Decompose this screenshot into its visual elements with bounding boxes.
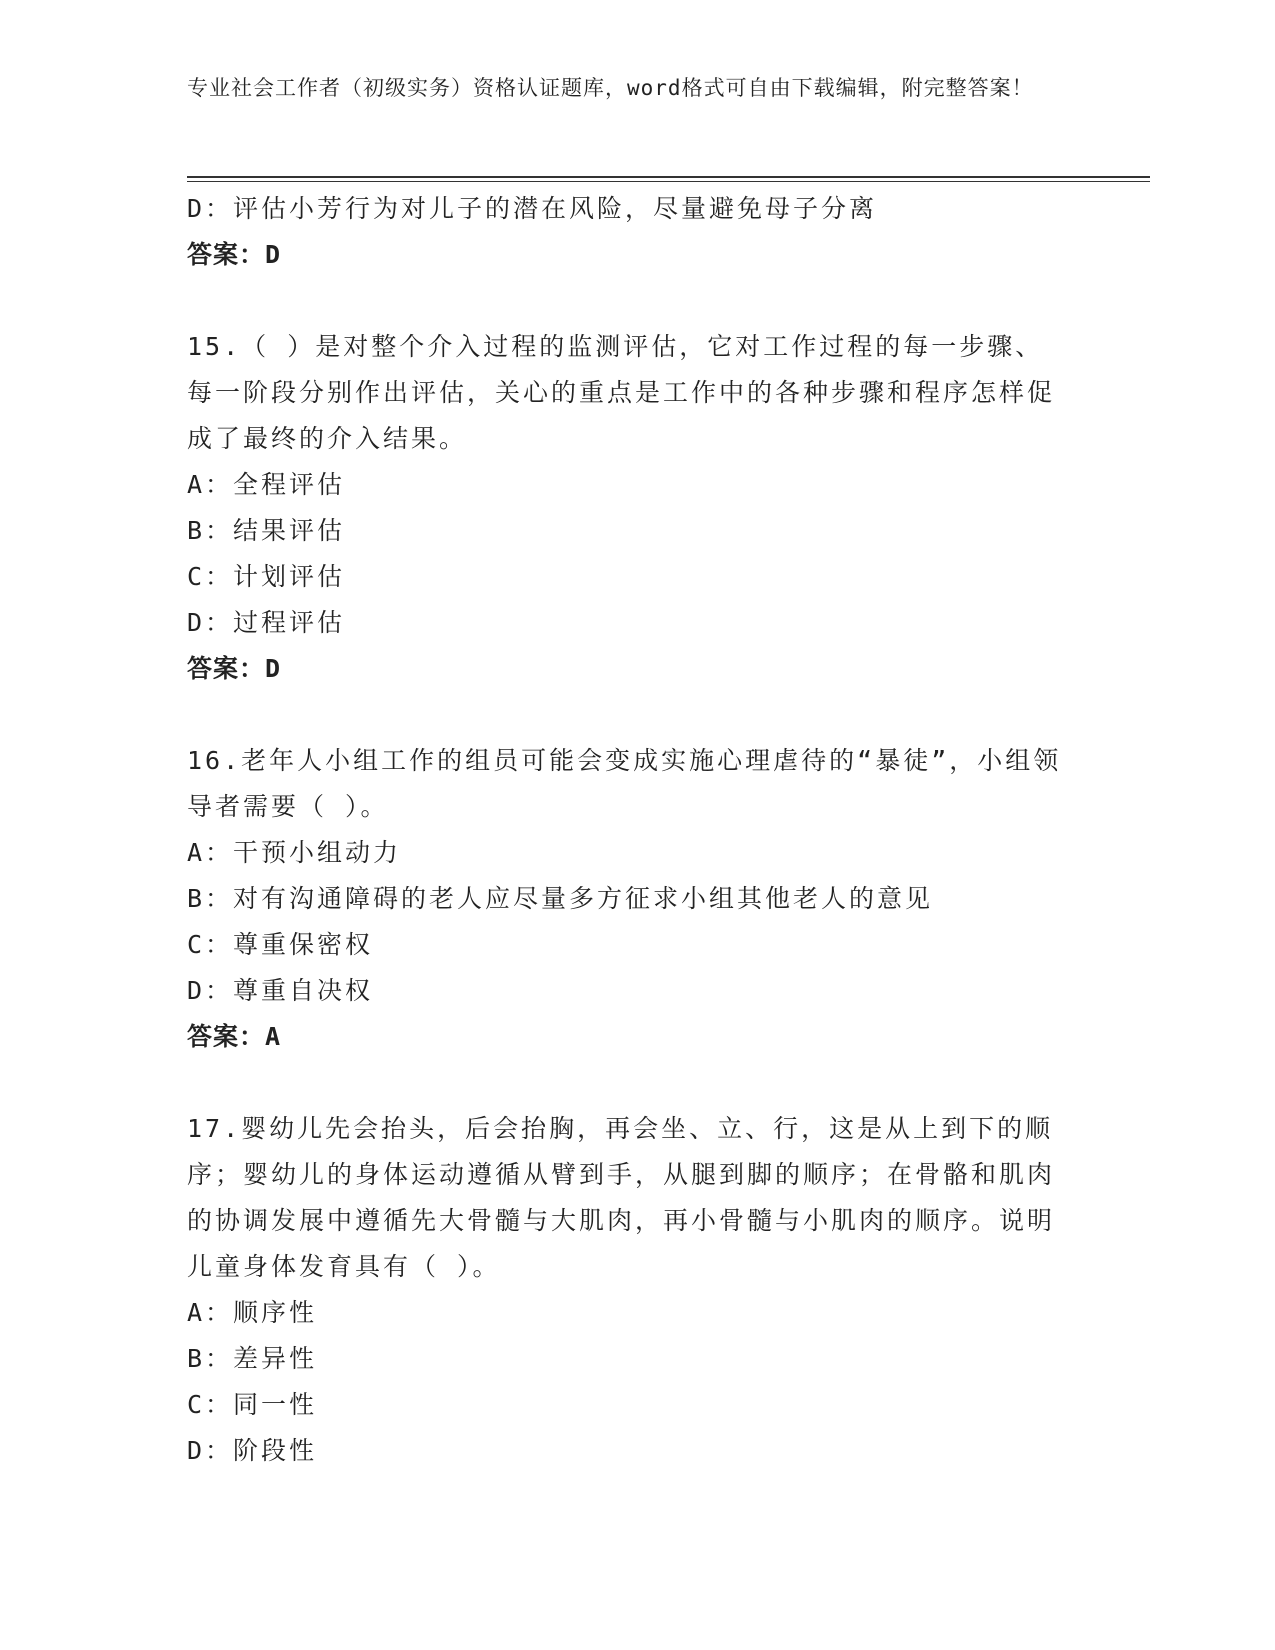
document-header: 专业社会工作者（初级实务）资格认证题库，word格式可自由下载编辑，附完整答案！ [187,76,1034,100]
option-d: D：尊重自决权 [187,976,374,1005]
header-rule-thin [187,181,1150,182]
option-c: C：同一性 [187,1390,318,1419]
question-16 [187,738,1087,1060]
option-d: D：阶段性 [187,1436,318,1465]
option-a: A：全程评估 [187,470,346,499]
option-c: C：计划评估 [187,562,346,591]
question-17 [187,1106,1087,1474]
answer-line: 答案：A [187,1022,282,1051]
option-a: A：干预小组动力 [187,838,402,867]
question-15 [187,324,1087,692]
option-d: D：过程评估 [187,608,346,637]
carryover-answer: 答案：D [187,240,282,269]
option-c: C：尊重保密权 [187,930,374,959]
option-b: B：对有沟通障碍的老人应尽量多方征求小组其他老人的意见 [187,884,934,913]
question-stem: 17.婴幼儿先会抬头，后会抬胸，再会坐、立、行，这是从上到下的顺序；婴幼儿的身体运动遵循从臂到手，从腿到脚的顺序；在骨骼和肌肉的协调发展中遵循先大骨髓与大肌肉，再小骨髓与小肌肉的顺序。说明儿童身体发育具有（ ）。 [187,1114,1056,1281]
question-stem: 15.（ ）是对整个介入过程的监测评估，它对工作过程的每一步骤、每一阶段分别作出评估，关心的重点是工作中的各种步骤和程序怎样促成了最终的介入结果。 [187,332,1056,453]
option-a: A：顺序性 [187,1298,318,1327]
option-b: B：结果评估 [187,516,346,545]
header-rule-thick [187,176,1150,178]
question-stem: 16.老年人小组工作的组员可能会变成实施心理虐待的“暴徒”，小组领导者需要（ ）。 [187,746,1062,821]
carryover-option-d: D：评估小芳行为对儿子的潜在风险，尽量避免母子分离 [187,194,878,223]
answer-line: 答案：D [187,654,282,683]
question-content [187,186,1087,1474]
option-b: B：差异性 [187,1344,318,1373]
